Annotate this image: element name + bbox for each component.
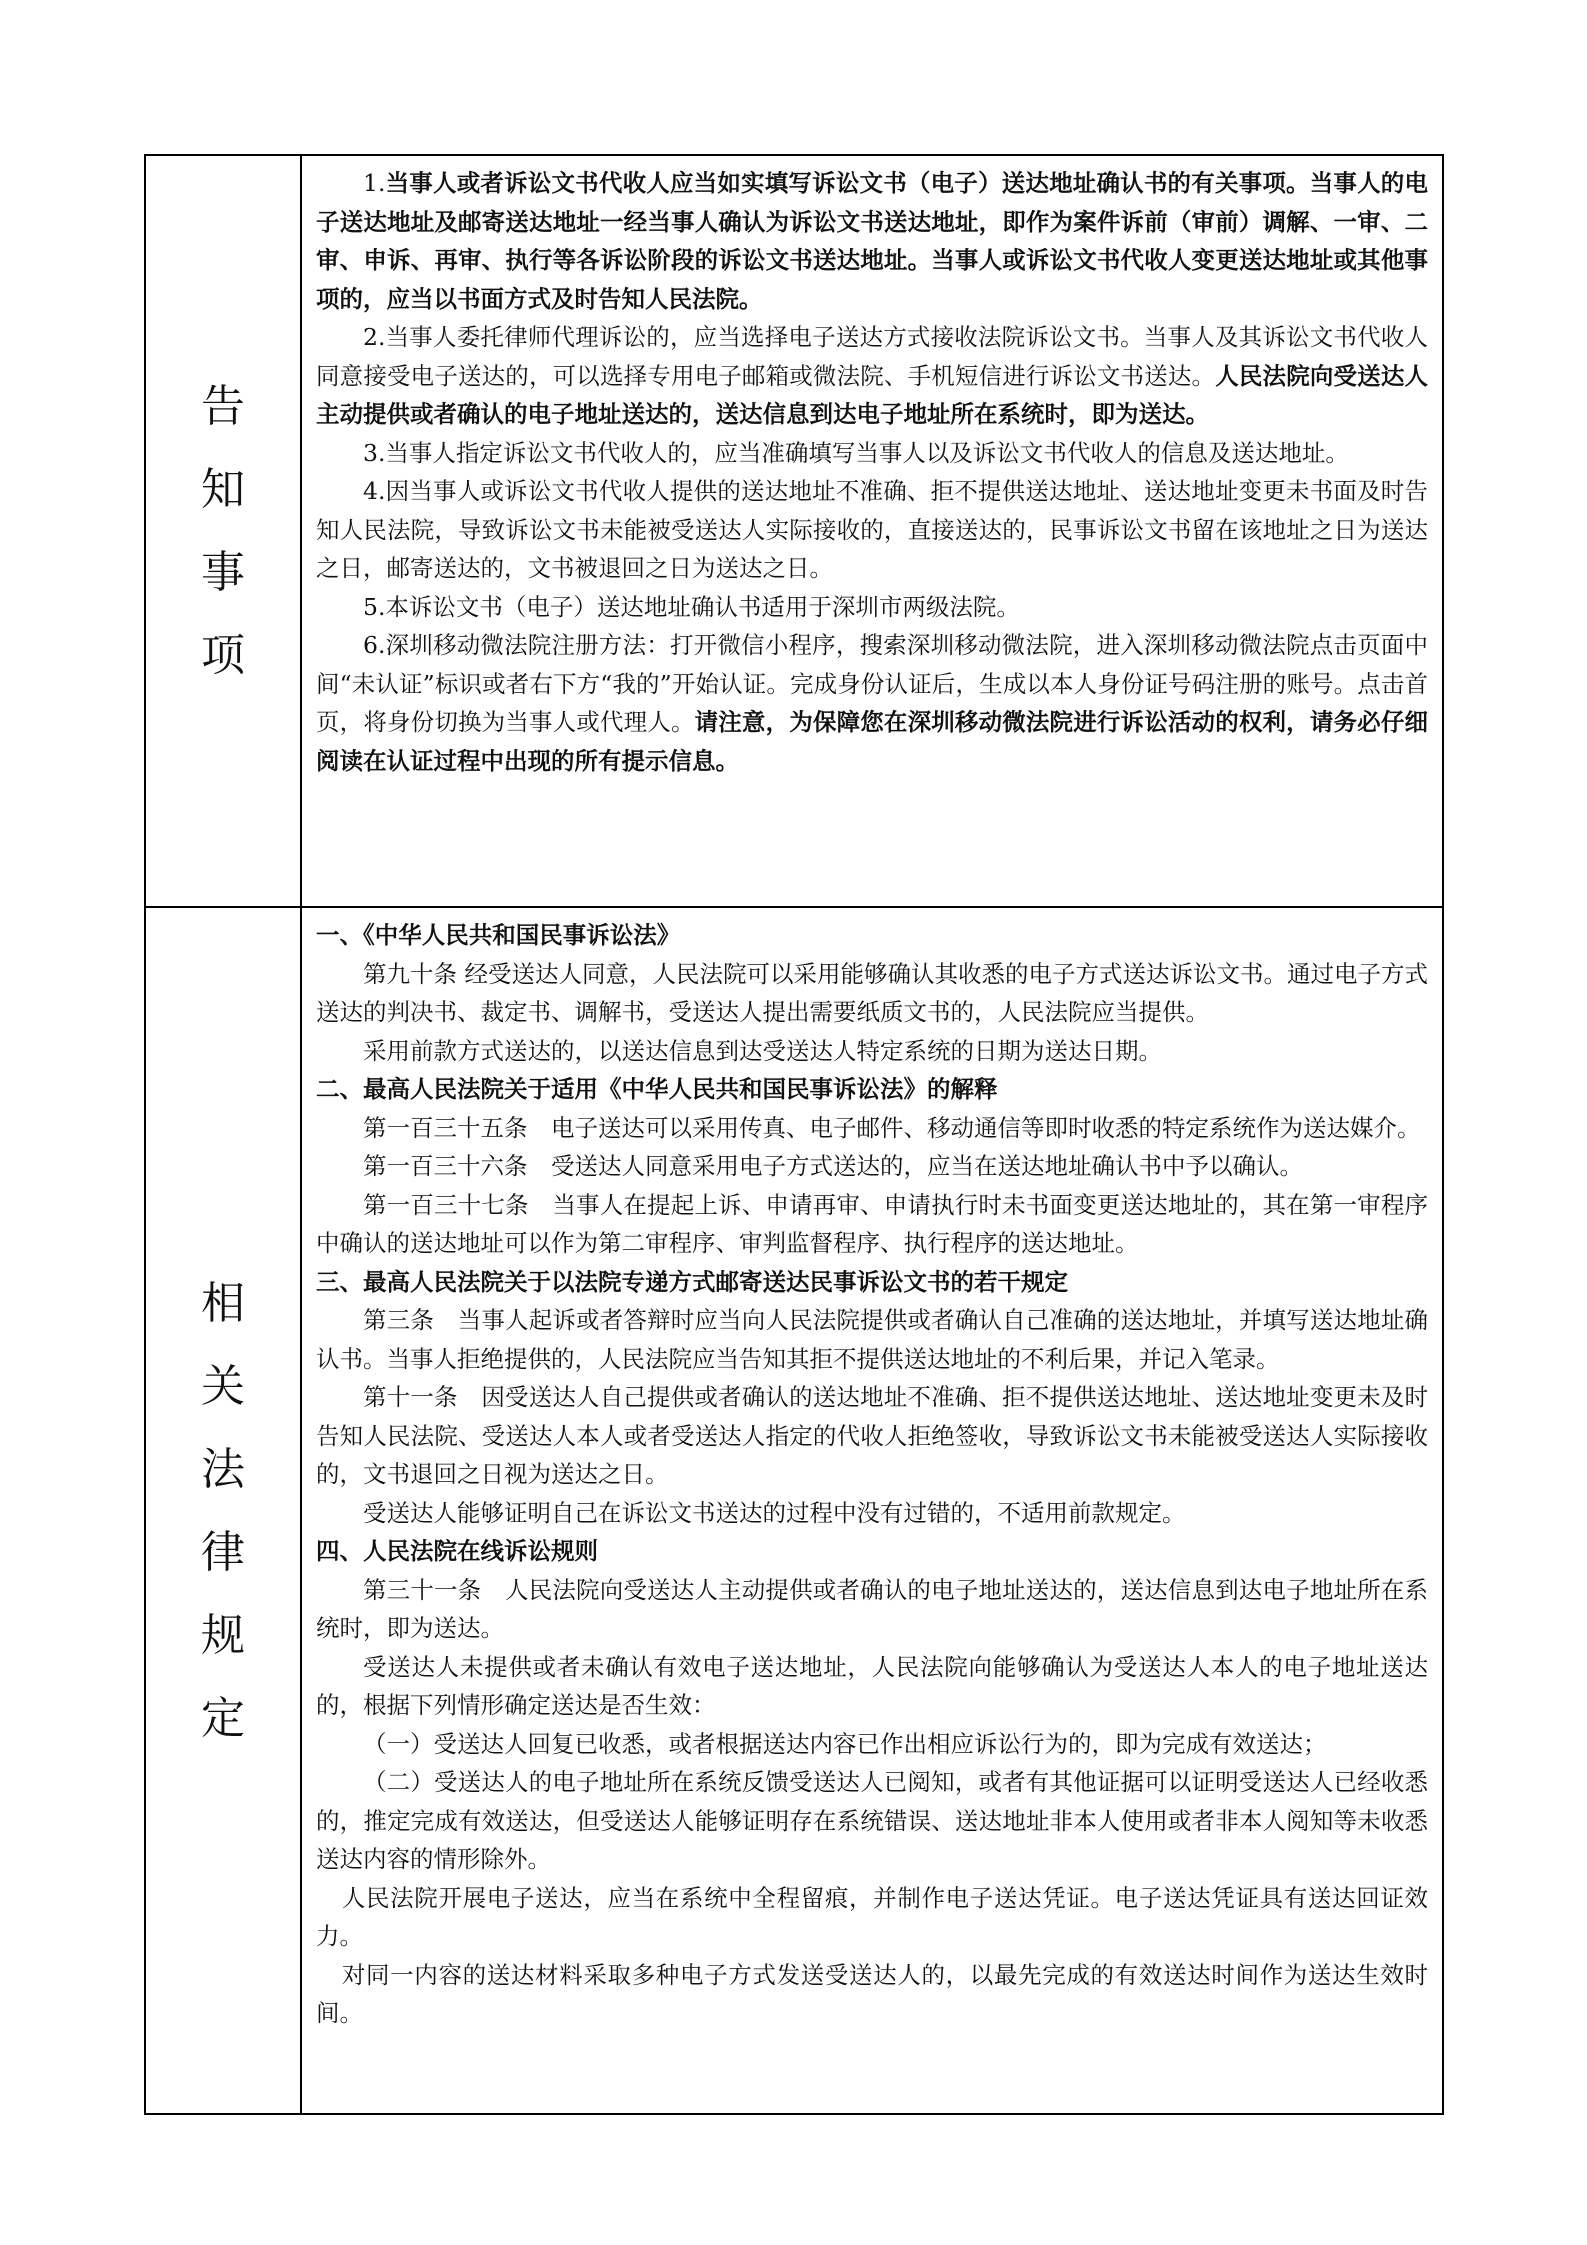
law-heading-3: 三、最高人民法院关于以法院专递方式邮寄送达民事诉讼文书的若干规定 xyxy=(316,1267,1068,1296)
law-paragraph: 对同一内容的送达材料采取多种电子方式发送受送达人的，以最先完成的有效送达时间作为送达生效时间。 xyxy=(316,1960,1428,2027)
law-heading-2: 二、最高人民法院关于适用《中华人民共和国民事诉讼法》的解释 xyxy=(316,1075,998,1103)
law-paragraph: 受送达人未提供或者未确认有效电子送达地址，人民法院向能够确认为受送达人本人的电子地址送达的，根据下列情形确定送达是否生效： xyxy=(316,1652,1428,1719)
law-heading-4: 四、人民法院在线诉讼规则 xyxy=(316,1537,598,1565)
law-heading-1: 一、《中华人民共和国民事诉讼法》 xyxy=(316,921,681,949)
law-paragraph: 第一百三十七条 当事人在提起上诉、申请再审、申请执行时未书面变更送达地址的，其在第一审程序中确认的送达地址可以作为第二审程序、审判监督程序、执行程序的送达地址。 xyxy=(316,1190,1428,1257)
notice-item-1: 1.当事人或者诉讼文书代收人应当如实填写诉讼文书（电子）送达地址确认书的有关事项。当事人的电子送达地址及邮寄送达地址一经当事人确认为诉讼文书送达地址，即作为案件诉前（审前）调解、一审、二审、申诉、再审、执行等各诉讼阶段的诉讼文书送达地址。当事人或诉讼文书代收人变更送达地址或其他事项的，应当以书面方式及时告知人民法院。 xyxy=(316,169,1428,313)
notice-content xyxy=(301,155,1443,907)
confirmation-table xyxy=(144,154,1444,2115)
law-paragraph: 第一百三十六条 受送达人同意采用电子方式送达的，应当在送达地址确认书中予以确认。 xyxy=(363,1152,1303,1180)
law-row xyxy=(145,907,1443,2114)
notice-label: 告知事项 xyxy=(201,381,245,681)
law-paragraph: 人民法院开展电子送达，应当在系统中全程留痕，并制作电子送达凭证。电子送达凭证具有送达回证效力。 xyxy=(316,1883,1428,1950)
notice-item-6: 6.深圳移动微法院注册方法：打开微信小程序，搜索深圳移动微法院，进入深圳移动微法院点击页面中间“未认证”标识或者右下方“我的”开始认证。完成身份认证后，生成以本人身份证号码注册的账号。点击首页，将身份切换为当事人或代理人。请注意，为保障您在深圳移动微法院进行诉讼活动的权利，请务必仔细阅读在认证过程中出现的所有提示信息。 xyxy=(316,631,1428,775)
law-paragraph: 第三条 当事人起诉或者答辩时应当向人民法院提供或者确认自己准确的送达地址，并填写送达地址确认书。当事人拒绝提供的，人民法院应当告知其拒不提供送达地址的不利后果，并记入笔录。 xyxy=(316,1306,1428,1373)
law-paragraph: 第一百三十五条 电子送达可以采用传真、电子邮件、移动通信等即时收悉的特定系统作为送达媒介。 xyxy=(363,1113,1421,1142)
notice-item-5: 5.本诉讼文书（电子）送达地址确认书适用于深圳市两级法院。 xyxy=(363,592,1020,621)
notice-row xyxy=(145,155,1443,907)
law-paragraph: 第十一条 因受送达人自己提供或者确认的送达地址不准确、拒不提供送达地址、送达地址变更未及时告知人民法院、受送达人本人或者受送达人指定的代收人拒绝签收，导致诉讼文书未能被受送达人实际接收的，文书退回之日视为送达之日。 xyxy=(316,1383,1428,1488)
law-content xyxy=(301,907,1443,2114)
notice-item-4: 4.因当事人或诉讼文书代收人提供的送达地址不准确、拒不提供送达地址、送达地址变更未书面及时告知人民法院，导致诉讼文书未能被受送达人实际接收的，直接送达的，民事诉讼文书留在该地址之日为送达之日，邮寄送达的，文书被退回之日为送达之日。 xyxy=(316,477,1428,582)
law-paragraph: 采用前款方式送达的，以送达信息到达受送达人特定系统的日期为送达日期。 xyxy=(363,1036,1162,1065)
law-paragraph: 第九十条 经受送达人同意，人民法院可以采用能够确认其收悉的电子方式送达诉讼文书。通过电子方式送达的判决书、裁定书、调解书，受送达人提出需要纸质文书的，人民法院应当提供。 xyxy=(316,959,1428,1026)
notice-item-2: 2.当事人委托律师代理诉讼的，应当选择电子送达方式接收法院诉讼文书。当事人及其诉讼文书代收人同意接受电子送达的，可以选择专用电子邮箱或微法院、手机短信进行诉讼文书送达。人民法院向受送达人主动提供或者确认的电子地址送达的，送达信息到达电子地址所在系统时，即为送达。 xyxy=(316,323,1429,428)
notice-item-3: 3.当事人指定诉讼文书代收人的，应当准确填写当事人以及诉讼文书代收人的信息及送达地址。 xyxy=(363,438,1349,467)
law-paragraph: 受送达人能够证明自己在诉讼文书送达的过程中没有过错的，不适用前款规定。 xyxy=(363,1498,1186,1527)
law-label: 相关法律规定 xyxy=(201,1277,245,1744)
law-paragraph: 第三十一条 人民法院向受送达人主动提供或者确认的电子地址送达的，送达信息到达电子地址所在系统时，即为送达。 xyxy=(316,1575,1428,1642)
law-paragraph: （一）受送达人回复已收悉，或者根据送达内容已作出相应诉讼行为的，即为完成有效送达； xyxy=(363,1729,1327,1758)
notice-label-cell xyxy=(145,155,301,907)
law-paragraph: （二）受送达人的电子地址所在系统反馈受送达人已阅知，或者有其他证据可以证明受送达人已经收悉的，推定完成有效送达，但受送达人能够证明存在系统错误、送达地址非本人使用或者非本人阅知等未收悉送达内容的情形除外。 xyxy=(316,1768,1428,1873)
law-label-cell xyxy=(145,907,301,2114)
